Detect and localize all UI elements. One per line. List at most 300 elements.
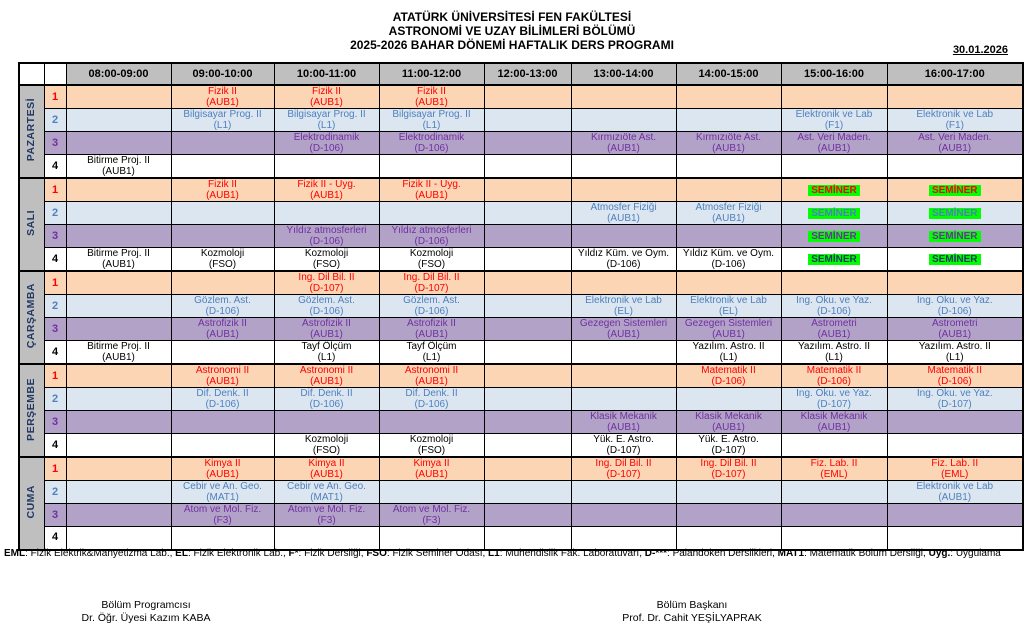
row-number: 3 [44,132,66,155]
course-cell [887,109,1023,132]
schedule-row [19,527,1023,550]
empty-cell [66,481,171,504]
empty-cell [66,178,171,202]
course-room: (D-106) [414,306,449,317]
course-room: (L1) [945,352,964,363]
empty-cell [676,109,781,132]
course-room: (AUB1) [712,143,745,154]
seminar-highlight: SEMİNER [808,231,860,242]
empty-cell [781,481,887,504]
course-room: (D-106) [205,306,240,317]
schedule-row [19,318,1023,341]
course-cell [274,248,379,272]
course-name: Elektrodinamik [398,132,465,143]
course-room: (L1) [213,120,232,131]
signature-head [622,599,761,625]
seminar-highlight: SEMİNER [929,208,981,219]
time-slot-header: 14:00-15:00 [676,63,781,85]
schedule-row [19,504,1023,527]
course-name: Kimya II [204,458,241,469]
course-room: (AUB1) [102,259,135,270]
signature-role: Bölüm Başkanı [656,599,728,611]
course-name: Kırmızıöte Ast. [590,132,657,143]
course-name: Bitirme Proj. II [87,341,150,352]
course-name: Kimya II [308,458,345,469]
course-room: (AUB1) [206,329,239,340]
course-room: (D-106) [817,376,851,387]
empty-cell [676,527,781,550]
document-date: 30.01.2026 [952,44,1008,56]
empty-cell [66,109,171,132]
course-cell [887,388,1023,411]
schedule-body [19,85,1023,550]
course-room: (D-107) [414,283,449,294]
schedule-row [19,132,1023,155]
course-name: Kozmoloji [304,434,349,445]
empty-cell [66,271,171,295]
empty-cell [379,202,484,225]
course-name: İng. Dil Bil. II [298,272,355,283]
course-name: Bilgisayar Prog. II [183,109,262,120]
row-number: 1 [44,364,66,388]
course-cell [781,132,887,155]
course-name: Cebir ve An. Geo. [183,481,262,492]
course-name: Bitirme Proj. II [87,155,150,166]
course-name: Astrofizik II [407,318,456,329]
course-name: Ast. Veri Maden. [797,132,871,143]
course-name: Gezegen Sistemleri [579,318,668,329]
course-name: Kimya II [413,458,450,469]
empty-cell [66,202,171,225]
empty-cell [571,85,676,109]
empty-cell [379,481,484,504]
course-cell [274,504,379,527]
course-name: Elektronik ve Lab [690,295,767,306]
course-name: Tayf Ölçüm [406,341,457,352]
course-room: (D-106) [606,259,641,270]
course-room: (D-107) [711,469,746,480]
empty-cell [274,155,379,179]
course-room: (D-106) [414,399,449,410]
course-cell [66,155,171,179]
course-cell [887,295,1023,318]
legend-key: FSO [366,548,387,559]
course-room: (AUB1) [607,422,640,433]
course-name: Klasik Mekanik [695,411,762,422]
day-label: CUMA [19,457,44,550]
empty-cell [379,411,484,434]
time-slot-header: 11:00-12:00 [379,63,484,85]
course-name: İng. Oku. ve Yaz. [796,295,872,306]
course-room: (AUB1) [206,97,239,108]
course-cell [887,318,1023,341]
seminar-cell [781,178,887,202]
empty-cell [484,457,571,481]
course-room: (D-107) [309,283,344,294]
course-cell [676,295,781,318]
seminar-cell [887,248,1023,272]
course-cell [379,388,484,411]
legend-desc: : Mühendislik Fak. Laboratuvarı, [499,548,645,559]
row-number: 2 [44,109,66,132]
seminar-highlight: SEMİNER [929,254,981,265]
course-name: Gözlem. Ast. [298,295,355,306]
empty-cell [171,202,274,225]
schedule-row [19,295,1023,318]
empty-cell [484,527,571,550]
course-cell [571,132,676,155]
empty-cell [484,434,571,458]
schedule-row [19,225,1023,248]
course-cell [676,132,781,155]
course-room: (F3) [422,515,441,526]
empty-cell [887,411,1023,434]
schedule-row [19,155,1023,179]
empty-cell [887,155,1023,179]
empty-cell [66,411,171,434]
empty-cell [66,85,171,109]
row-number: 2 [44,481,66,504]
course-cell [781,411,887,434]
row-number: 4 [44,248,66,272]
course-name: Yazılım. Astro. II [797,341,871,352]
course-room: (D-106) [711,376,746,387]
empty-cell [484,295,571,318]
course-room: (AUB1) [102,166,135,177]
course-name: Atom ve Mol. Fiz. [287,504,366,515]
course-room: (AUB1) [938,143,972,154]
course-cell [887,341,1023,365]
course-room: (AUB1) [415,190,448,201]
course-room: (D-106) [309,236,344,247]
seminar-cell [887,178,1023,202]
course-name: Yıldız atmosferleri [391,225,472,236]
row-number: 3 [44,504,66,527]
course-room: (L1) [317,352,336,363]
course-name: Fizik II [208,86,237,97]
schedule-row [19,481,1023,504]
course-name: Fizik II - Uyg. [297,179,356,190]
signature-name: Prof. Dr. Cahit YEŞİLYAPRAK [622,612,762,624]
legend-key: D-*** [644,548,668,559]
empty-cell [379,527,484,550]
course-room: (D-107) [817,399,851,410]
course-room: (D-106) [817,306,851,317]
schedule-row [19,411,1023,434]
course-name: Bilgisayar Prog. II [287,109,366,120]
legend-key: MAT1 [777,548,805,559]
course-name: Klasik Mekanik [590,411,657,422]
course-name: Matematik II [701,365,756,376]
seminar-highlight: SEMİNER [929,185,981,196]
course-room: (L1) [422,120,441,131]
course-cell [379,132,484,155]
empty-cell [781,504,887,527]
course-room: (AUB1) [938,492,972,503]
empty-cell [171,225,274,248]
seminar-highlight: SEMİNER [808,208,860,219]
empty-cell [274,527,379,550]
course-cell [274,341,379,365]
course-room: (FSO) [208,259,237,270]
legend-key: EL [175,548,188,559]
course-cell [171,388,274,411]
empty-cell [781,85,887,109]
row-number-column-header [44,63,66,85]
course-cell [274,481,379,504]
course-room: (L1) [719,352,738,363]
course-cell [571,411,676,434]
course-name: İng. Dil Bil. II [700,458,757,469]
course-room: (AUB1) [310,190,343,201]
course-room: (AUB1) [607,143,640,154]
course-cell [379,434,484,458]
course-name: Astronomi II [299,365,354,376]
course-room: (EML) [941,469,969,480]
empty-cell [571,341,676,365]
course-name: Yıldız Küm. ve Oym. [682,248,775,259]
course-cell [66,341,171,365]
empty-cell [484,318,571,341]
course-cell [379,109,484,132]
course-name: Kozmoloji [409,434,454,445]
course-cell [171,109,274,132]
course-name: Yazılım. Astro. II [692,341,765,352]
row-number: 1 [44,85,66,109]
course-name: Astrofizik II [302,318,351,329]
course-room: (D-106) [937,376,972,387]
title-line-program: 2025-2026 BAHAR DÖNEMİ HAFTALIK DERS PROGRAMI [350,38,674,52]
course-cell [379,248,484,272]
course-cell [781,341,887,365]
course-room: (D-106) [414,143,449,154]
empty-cell [66,225,171,248]
course-cell [274,295,379,318]
course-room: (AUB1) [310,376,343,387]
course-name: Kırmızıöte Ast. [695,132,762,143]
course-name: Dif. Denk. II [196,388,249,399]
course-cell [379,271,484,295]
time-slot-header: 16:00-17:00 [887,63,1023,85]
legend-key: EML [4,548,26,559]
course-cell [171,457,274,481]
schedule-row [19,109,1023,132]
course-cell [571,295,676,318]
course-cell [781,364,887,388]
course-name: Kozmoloji [304,248,349,259]
course-name: Fizik II [312,86,341,97]
empty-cell [887,271,1023,295]
empty-cell [379,155,484,179]
empty-cell [66,364,171,388]
course-room: (FSO) [312,259,341,270]
course-name: Matematik II [927,365,982,376]
course-cell [379,318,484,341]
course-room: (D-106) [711,259,746,270]
time-slot-header: 09:00-10:00 [171,63,274,85]
schedule-row [19,434,1023,458]
course-name: Yük. E. Astro. [698,434,759,445]
empty-cell [171,411,274,434]
legend-key: Uyg. [928,548,951,559]
empty-cell [781,434,887,458]
empty-cell [66,527,171,550]
course-name: Astrometri [931,318,978,329]
course-room: (MAT1) [310,492,343,503]
day-label: PERŞEMBE [19,364,44,457]
schedule-row [19,364,1023,388]
course-room: (AUB1) [607,213,640,224]
course-room: (AUB1) [415,97,448,108]
course-cell [379,178,484,202]
course-cell [887,481,1023,504]
course-name: Atmosfer Fiziği [695,202,762,213]
course-cell [571,318,676,341]
course-room: (F1) [824,120,844,131]
course-cell [676,457,781,481]
course-room: (AUB1) [607,329,640,340]
row-number: 4 [44,527,66,550]
empty-cell [484,248,571,272]
empty-cell [484,178,571,202]
course-cell [781,318,887,341]
course-room: (AUB1) [712,422,745,433]
course-cell [781,109,887,132]
legend-desc: : Palandöken Derslikleri, [667,548,778,559]
row-number: 3 [44,318,66,341]
course-name: Gözlem. Ast. [194,295,251,306]
course-cell [676,411,781,434]
schedule-row [19,85,1023,109]
signature-name: Dr. Öğr. Üyesi Kazım KABA [81,612,211,624]
empty-cell [781,271,887,295]
course-cell [171,504,274,527]
course-room: (D-107) [937,399,972,410]
signature-programmer [82,599,211,625]
seminar-highlight: SEMİNER [808,185,860,196]
course-room: (AUB1) [415,469,448,480]
course-room: (AUB1) [310,469,343,480]
empty-cell [66,295,171,318]
course-name: Elektronik ve Lab [795,109,873,120]
course-name: Atom ve Mol. Fiz. [392,504,471,515]
course-name: Yük. E. Astro. [593,434,654,445]
seminar-cell [781,202,887,225]
course-room: (AUB1) [102,352,135,363]
course-cell [571,457,676,481]
empty-cell [484,155,571,179]
course-cell [274,271,379,295]
course-cell [676,248,781,272]
course-name: İng. Oku. ve Yaz. [796,388,872,399]
course-name: Yıldız atmosferleri [286,225,367,236]
course-cell [274,225,379,248]
empty-cell [171,132,274,155]
empty-cell [484,341,571,365]
course-name: Fizik II [417,86,446,97]
empty-cell [676,504,781,527]
course-cell [887,132,1023,155]
empty-cell [571,504,676,527]
schedule-row [19,248,1023,272]
course-name: Klasik Mekanik [800,411,868,422]
course-room: (AUB1) [817,329,851,340]
course-name: Gözlem. Ast. [403,295,460,306]
empty-cell [676,481,781,504]
course-name: Matematik II [806,365,862,376]
course-name: Elektronik ve Lab [916,109,994,120]
course-name: Elektronik ve Lab [916,481,994,492]
course-name: İng. Oku. ve Yaz. [916,295,993,306]
empty-cell [484,271,571,295]
course-cell [676,202,781,225]
schedule-table [18,62,1024,551]
course-cell [66,248,171,272]
empty-cell [887,434,1023,458]
course-room: (L1) [422,352,441,363]
day-label: SALI [19,178,44,271]
empty-cell [484,109,571,132]
course-name: Kozmoloji [200,248,245,259]
course-cell [274,109,379,132]
course-room: (AUB1) [817,422,851,433]
row-number: 1 [44,457,66,481]
empty-cell [484,388,571,411]
empty-cell [274,202,379,225]
seminar-highlight: SEMİNER [808,254,860,265]
course-room: (D-106) [309,306,344,317]
legend-desc: : Fizik Dersliği, [298,548,367,559]
course-name: Yazılım. Astro. II [918,341,991,352]
time-slot-header: 10:00-11:00 [274,63,379,85]
course-name: Fiz. Lab. II [810,458,858,469]
empty-cell [484,411,571,434]
course-cell [676,341,781,365]
time-slot-header: 12:00-13:00 [484,63,571,85]
course-cell [274,364,379,388]
schedule-row [19,178,1023,202]
course-cell [781,295,887,318]
course-name: Bilgisayar Prog. II [392,109,471,120]
course-name: Astrometri [811,318,857,329]
time-slot-header: 13:00-14:00 [571,63,676,85]
empty-cell [676,225,781,248]
course-room: (EL) [614,306,633,317]
course-name: Astronomi II [195,365,250,376]
row-number: 4 [44,155,66,179]
empty-cell [171,271,274,295]
seminar-cell [781,248,887,272]
course-cell [171,295,274,318]
schedule-row [19,388,1023,411]
course-room: (D-106) [205,399,240,410]
empty-cell [171,341,274,365]
course-name: Dif. Denk. II [405,388,458,399]
course-name: Dif. Denk. II [300,388,353,399]
seminar-cell [887,202,1023,225]
row-number: 1 [44,271,66,295]
empty-cell [571,155,676,179]
course-name: İng. Dil Bil. II [595,458,652,469]
legend-desc: : Uygulama [950,548,1001,559]
schedule-row [19,341,1023,365]
empty-cell [781,155,887,179]
course-room: (MAT1) [206,492,239,503]
row-number: 4 [44,434,66,458]
course-room: (FSO) [417,445,446,456]
course-cell [571,434,676,458]
course-cell [571,202,676,225]
